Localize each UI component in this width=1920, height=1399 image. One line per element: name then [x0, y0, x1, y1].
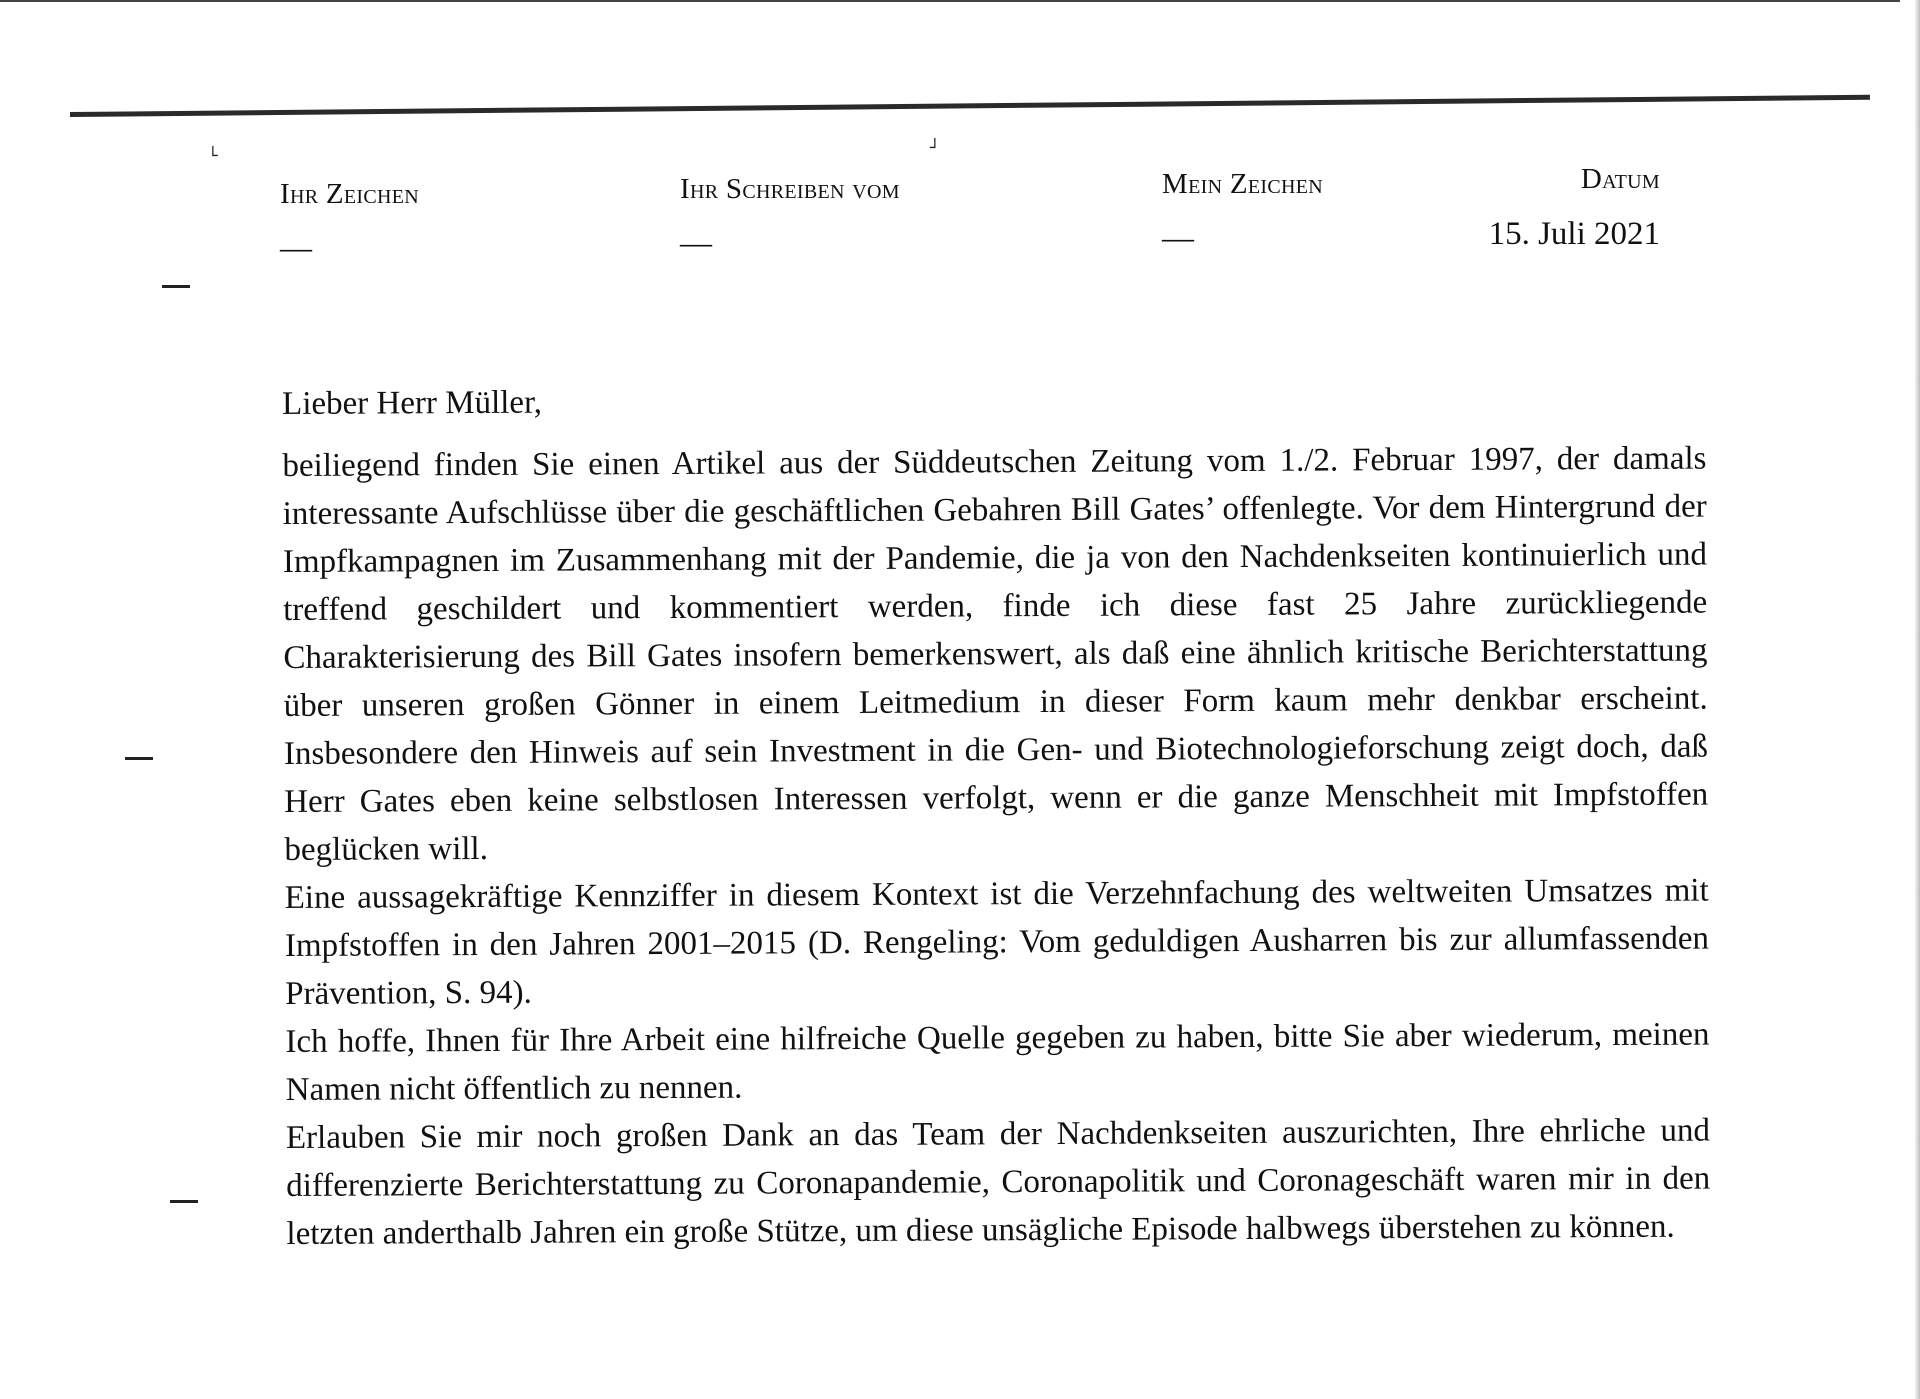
letter-paragraph: Erlauben Sie mir noch großen Dank an das Team der Nachdenkseiten auszurichten, Ihre ehrliche und differenzierte Berichterstattung zu Coronapandemie, Coronapolitik und Coronageschäft waren mir in den letzten anderthalb Jahren ein große Stütze, um diese unsägliche Episode halbwegs überstehen zu können.	[285, 1112, 1711, 1252]
my-reference-field	[1162, 168, 1323, 256]
letter-body	[282, 373, 1711, 1258]
your-letter-date-field	[680, 173, 900, 261]
my-reference-label: Mein Zeichen	[1162, 168, 1323, 200]
fold-mark	[162, 285, 190, 288]
salutation: Lieber Herr Müller,	[282, 384, 543, 422]
fold-mark	[170, 1200, 198, 1203]
letter-paragraph: beiliegend finden Sie einen Artikel aus der Süddeutschen Zeitung vom 1./2. Februar 1997, der damals interessante Aufschlüsse über die geschäftlichen Gebahren Bill Gates’ offenlegte. Vor dem Hintergrund der Impfkampagnen im Zusammenhang mit der Pandemie, die ja von den Nachdenkseiten kontinuierlich und treffend geschildert und kommentiert werden, finde ich diese fast 25 Jahre zurückliegende Charakterisierung des Bill Gates insofern bemerkenswert, als daß eine ähnlich kritische Berichterstattung über unseren großen Gönner in einem Leitmedium in dieser Form kaum mehr denkbar erscheint. Insbesondere den Hinweis auf sein Investment in die Gen- und Biotechnologieforschung zeigt doch, daß Herr Gates eben keine selbstlosen Interessen verfolgt, wenn er die ganze Menschheit mit Impfstoffen beglücken will.	[282, 440, 1709, 868]
punch-mark	[125, 757, 153, 760]
address-field-corner-mark: └	[208, 146, 218, 165]
your-letter-date-value: —	[680, 224, 712, 260]
date-field	[1476, 163, 1660, 253]
scan-right-edge	[1914, 0, 1920, 1399]
your-letter-date-label: Ihr Schreiben vom	[680, 173, 900, 205]
my-reference-value: —	[1162, 219, 1194, 255]
date-value: 15. Juli 2021	[1488, 216, 1660, 252]
letterhead-rule	[70, 95, 1870, 117]
scan-top-edge	[0, 0, 1900, 2]
your-reference-label: Ihr Zeichen	[280, 178, 420, 210]
your-reference-value: —	[280, 229, 312, 265]
your-reference-field	[280, 178, 419, 266]
address-field-corner-mark: ┘	[930, 138, 940, 157]
letter-paragraph: Eine aussagekräftige Kennziffer in diesem Kontext ist die Verzehnfachung des weltweiten Umsatzes mit Impfstoffen in den Jahren 2001–2015 (D. Rengeling: Vom geduldigen Ausharren bis zur allumfassenden Prävention, S. 94).	[284, 872, 1710, 1012]
date-label: Datum	[1580, 163, 1660, 195]
letter-paragraph: Ich hoffe, Ihnen für Ihre Arbeit eine hilfreiche Quelle gegeben zu haben, bitte Sie aber wiederum, meinen Namen nicht öffentlich zu nennen.	[285, 1016, 1710, 1108]
